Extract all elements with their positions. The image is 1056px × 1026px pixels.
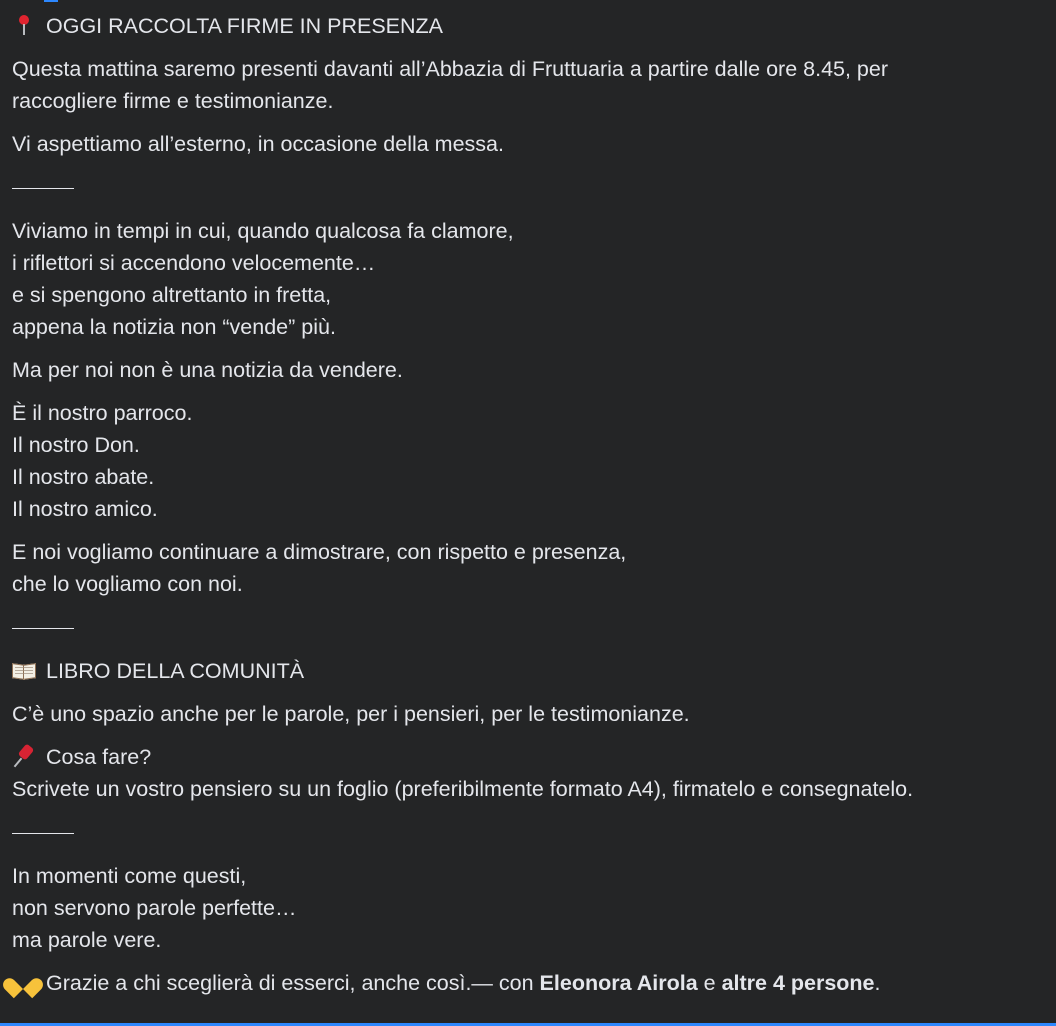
pushpin-icon: [12, 744, 36, 768]
paragraph-presenza: [12, 53, 1056, 117]
paragraph-grazie: [12, 967, 1056, 999]
text-line: C’è uno spazio anche per le parole, per i pensieri, per le testimonianze.: [12, 702, 690, 726]
text-line: Il nostro abate.: [12, 465, 155, 489]
text-line: Ma per noi non è una notizia da vendere.: [12, 358, 403, 382]
text-line: Questa mattina saremo presenti davanti all’Abbazia di Fruttuaria a partire dalle ore 8.45, per: [12, 57, 888, 81]
post-body: [12, 10, 1056, 1010]
divider: [12, 188, 74, 189]
others-tagged-link[interactable]: altre 4 persone: [721, 971, 875, 995]
text-line: e si spengono altrettanto in fretta,: [12, 283, 332, 307]
text-line: Il nostro Don.: [12, 433, 140, 457]
text-line: Scrivete un vostro pensiero su un foglio (preferibilmente formato A4), firmatelo e consegnatelo.: [12, 777, 914, 801]
text-line: Viviamo in tempi in cui, quando qualcosa fa clamore,: [12, 219, 514, 243]
paragraph-spazio: [12, 698, 1056, 730]
heading-text: LIBRO DELLA COMUNITÀ: [46, 659, 305, 683]
text-line: In momenti come questi,: [12, 864, 247, 888]
text-line: raccogliere firme e testimonianze.: [12, 89, 334, 113]
yellow-heart-icon: [12, 970, 36, 994]
text-line: Il nostro amico.: [12, 497, 158, 521]
paragraph-momenti: [12, 860, 1056, 956]
heading-libro-comunita: [12, 655, 1056, 687]
text-line: È il nostro parroco.: [12, 401, 193, 425]
paragraph-notizia: [12, 354, 1056, 386]
text-line: appena la notizia non “vende” più.: [12, 315, 336, 339]
paragraph-cosa-fare: [12, 741, 1056, 805]
open-book-icon: [12, 658, 36, 682]
paragraph-tempi: [12, 215, 1056, 343]
heading-raccolta-firme: [12, 10, 1056, 42]
cosa-fare-title: [12, 741, 1056, 773]
with-prefix: — con: [471, 971, 540, 995]
round-pushpin-icon: [12, 13, 36, 37]
top-accent-mark: [44, 0, 58, 2]
text-line: i riflettori si accendono velocemente…: [12, 251, 376, 275]
paragraph-continuare: [12, 536, 1056, 600]
closing-period: .: [874, 971, 881, 995]
text-line: ma parole vere.: [12, 928, 162, 952]
closing-text: Grazie a chi sceglierà di esserci, anche così.: [46, 971, 472, 995]
text-line: E noi vogliamo continuare a dimostrare, con rispetto e presenza,: [12, 540, 627, 564]
heading-text: OGGI RACCOLTA FIRME IN PRESENZA: [46, 14, 444, 38]
paragraph-parroco: [12, 397, 1056, 525]
text-line: che lo vogliamo con noi.: [12, 572, 243, 596]
paragraph-aspettiamo: [12, 128, 1056, 160]
text-line: Vi aspettiamo all’esterno, in occasione della messa.: [12, 132, 504, 156]
text-line: non servono parole perfette…: [12, 896, 297, 920]
divider: [12, 628, 74, 629]
divider: [12, 833, 74, 834]
tagged-person-link[interactable]: Eleonora Airola: [539, 971, 698, 995]
text-inline: Cosa fare?: [46, 745, 152, 769]
conjunction: e: [697, 971, 722, 995]
